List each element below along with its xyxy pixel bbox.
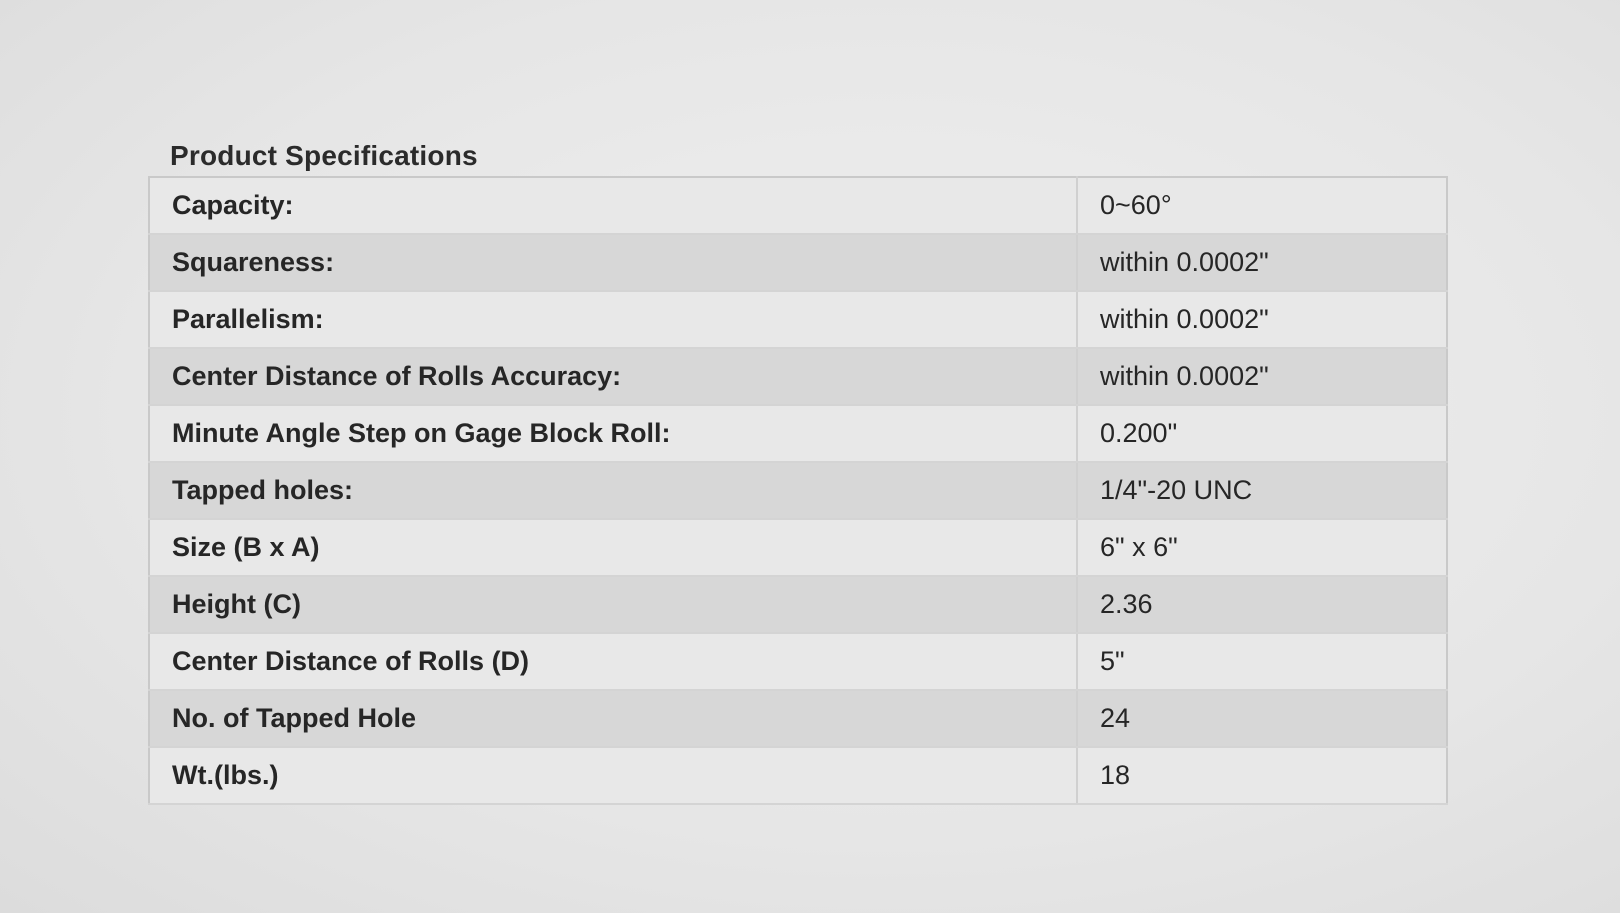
- table-row: [149, 291, 1447, 348]
- spec-value: 2.36: [1077, 576, 1447, 633]
- spec-value: 0~60°: [1077, 177, 1447, 234]
- spec-label: Center Distance of Rolls Accuracy:: [149, 348, 1077, 405]
- spec-value: within 0.0002": [1077, 291, 1447, 348]
- spec-label: No. of Tapped Hole: [149, 690, 1077, 747]
- spec-sheet: [148, 140, 1448, 805]
- table-row: [149, 348, 1447, 405]
- spec-label: Size (B x A): [149, 519, 1077, 576]
- spec-label: Center Distance of Rolls (D): [149, 633, 1077, 690]
- table-row: [149, 405, 1447, 462]
- table-row: [149, 177, 1447, 234]
- table-row: [149, 576, 1447, 633]
- table-title: Product Specifications: [170, 140, 478, 171]
- spec-label: Capacity:: [149, 177, 1077, 234]
- table-row: [149, 633, 1447, 690]
- spec-value: 24: [1077, 690, 1447, 747]
- spec-label: Wt.(lbs.): [149, 747, 1077, 804]
- spec-value: 1/4"-20 UNC: [1077, 462, 1447, 519]
- spec-label: Minute Angle Step on Gage Block Roll:: [149, 405, 1077, 462]
- spec-label: Tapped holes:: [149, 462, 1077, 519]
- table-row: [149, 462, 1447, 519]
- spec-value: 18: [1077, 747, 1447, 804]
- spec-label: Height (C): [149, 576, 1077, 633]
- specifications-table: [148, 176, 1448, 805]
- table-row: [149, 234, 1447, 291]
- spec-value: 0.200": [1077, 405, 1447, 462]
- table-row: [149, 519, 1447, 576]
- table-row: [149, 690, 1447, 747]
- spec-value: within 0.0002": [1077, 234, 1447, 291]
- spec-label: Squareness:: [149, 234, 1077, 291]
- table-row: [149, 747, 1447, 804]
- spec-value: 6" x 6": [1077, 519, 1447, 576]
- spec-label: Parallelism:: [149, 291, 1077, 348]
- spec-value: within 0.0002": [1077, 348, 1447, 405]
- spec-value: 5": [1077, 633, 1447, 690]
